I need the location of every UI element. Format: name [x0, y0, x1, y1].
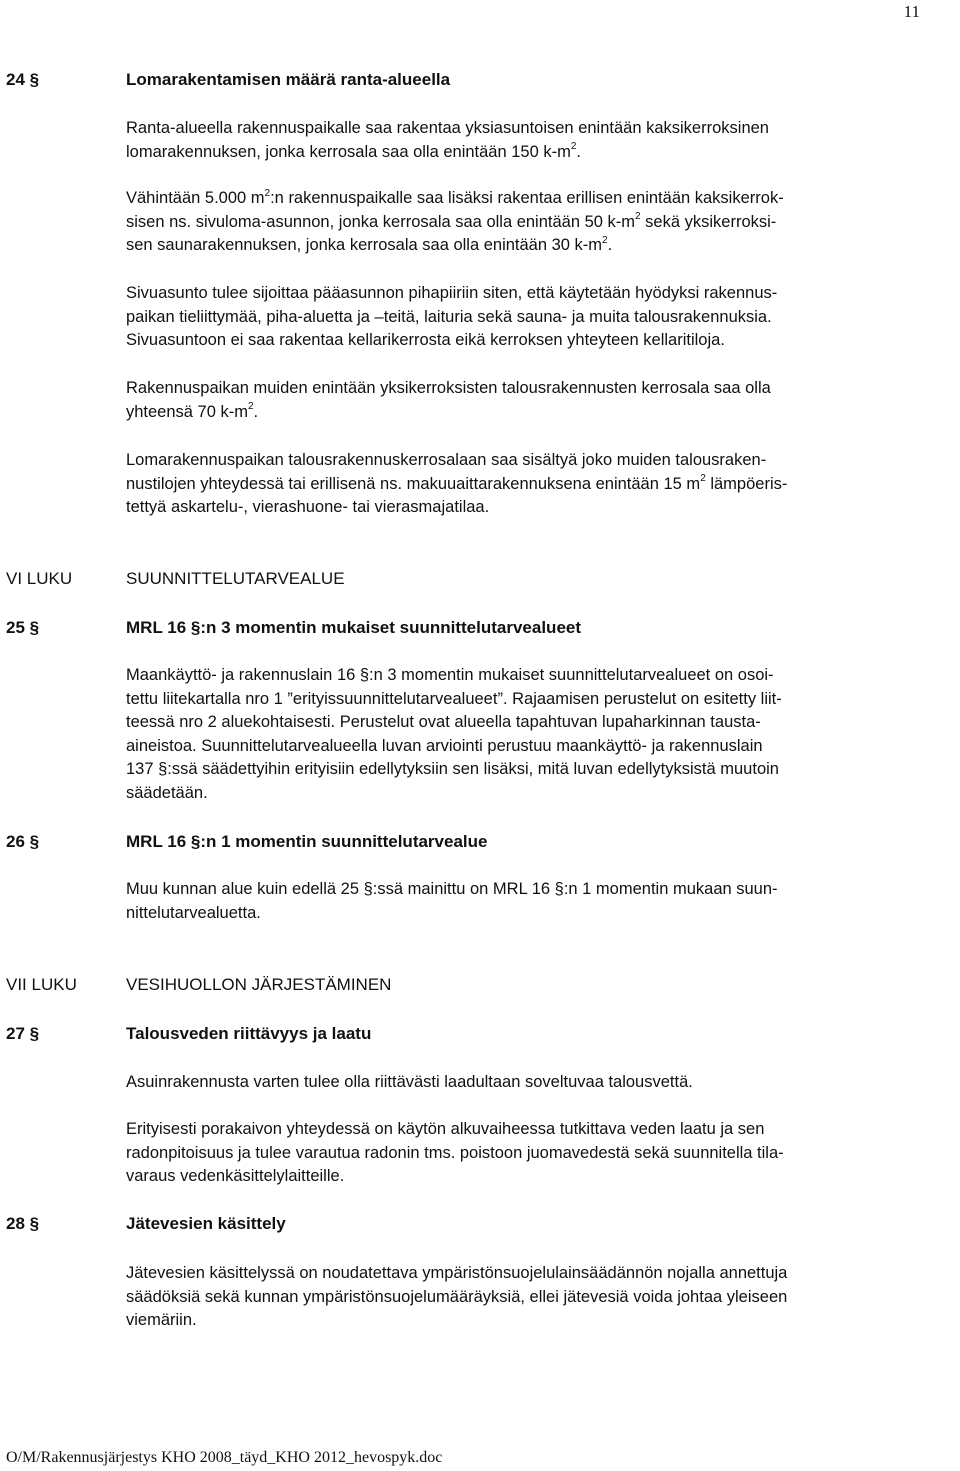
- text-line: viemäriin.: [126, 1311, 197, 1330]
- text-line: säädetään.: [126, 783, 208, 802]
- section-25-paragraph-1: [126, 664, 960, 806]
- section-26-title: MRL 16 §:n 1 momentin suunnittelutarvealue: [126, 832, 488, 851]
- text-line: sekä yksikerroksi-: [640, 212, 777, 231]
- section-28-title: Jätevesien käsittely: [126, 1214, 286, 1233]
- chapter-6-title: SUUNNITTELUTARVEALUE: [126, 569, 345, 588]
- text-line: varaus vedenkäsittelylaitteille.: [126, 1167, 345, 1186]
- superscript: 2: [700, 473, 706, 485]
- superscript: 2: [264, 187, 271, 199]
- section-27-paragraph-2: [126, 1118, 960, 1189]
- section-26-number: 26 §: [6, 832, 40, 851]
- text-line: Asuinrakennusta varten tulee olla riittävästi laadultaan soveltuvaa talousvettä.: [126, 1073, 693, 1091]
- text-line: aineistoa. Suunnittelutarvealueella luvan arviointi perustuu maankäyttö- ja rakennuslain: [126, 736, 763, 755]
- text-line: Ranta-alueella rakennuspaikalle saa rakentaa yksiasuntoisen enintään kaksikerroksinen: [126, 119, 769, 137]
- superscript: 2: [570, 141, 577, 153]
- section-24-paragraph-5: [126, 449, 960, 520]
- text-line: Lomarakennuspaikan talousrakennuskerrosalaan saa sisältyä joko muiden talousraken-: [126, 451, 767, 469]
- section-24-paragraph-3: [126, 282, 960, 353]
- text-line: lomarakennuksen, jonka kerrosala saa olla enintään 150 k-m: [126, 142, 571, 161]
- section-24-paragraph-1: [126, 117, 960, 164]
- text-line: .: [607, 236, 613, 255]
- section-28-paragraph-1: [126, 1262, 960, 1333]
- section-24-title: Lomarakentamisen määrä ranta-alueella: [126, 70, 451, 89]
- section-27-title: Talousveden riittävyys ja laatu: [126, 1024, 372, 1043]
- text-line: teessä nro 2 aluekohtaisesti. Perustelut ovat alueella tapahtuvan lupaharkinnan tausta-: [126, 713, 761, 732]
- text-line: yhteensä 70 k-m: [126, 402, 248, 421]
- section-24-paragraph-2: [126, 187, 960, 258]
- chapter-6-number: VI LUKU: [6, 569, 73, 588]
- section-24-paragraph-4: [126, 377, 960, 424]
- superscript: 2: [602, 234, 608, 246]
- text-line: sen saunarakennuksen, jonka kerrosala saa olla enintään 30 k-m: [126, 236, 603, 255]
- text-line: tettu liitekartalla nro 1 ”erityissuunnittelutarvealueet”. Rajaamisen perustelut on esitetty liit-: [126, 689, 782, 708]
- section-26-paragraph-1: [126, 878, 960, 925]
- text-line: tettyä askartelu-, vierashuone- tai vierasmajatilaa.: [126, 498, 490, 517]
- superscript: 2: [635, 211, 641, 223]
- text-line: :n rakennuspaikalle saa lisäksi rakentaa erillisen enintään kaksikerrok-: [270, 189, 784, 207]
- section-24-number: 24 §: [6, 70, 40, 89]
- text-line: lämpöeris-: [705, 474, 788, 493]
- text-line: nustilojen yhteydessä tai erillisenä ns. makuuaittarakennuksena enintään 15 m: [126, 474, 701, 493]
- text-line: Erityisesti porakaivon yhteydessä on käytön alkuvaiheessa tutkittava veden laatu ja sen: [126, 1120, 765, 1138]
- section-25-number: 25 §: [6, 618, 40, 637]
- text-line: Muu kunnan alue kuin edellä 25 §:ssä mainittu on MRL 16 §:n 1 momentin mukaan suun-: [126, 880, 778, 898]
- chapter-7-number: VII LUKU: [6, 975, 77, 994]
- section-27-paragraph-1: [126, 1071, 960, 1095]
- section-28-number: 28 §: [6, 1214, 40, 1233]
- text-line: Sivuasuntoon ei saa rakentaa kellarikerrosta eikä kerroksen yhteyteen kellaritiloja.: [126, 331, 725, 350]
- section-27-number: 27 §: [6, 1024, 40, 1043]
- text-line: Vähintään 5.000 m: [126, 189, 265, 207]
- text-line: nittelutarvealuetta.: [126, 903, 261, 922]
- text-line: Jätevesien käsittelyssä on noudatettava ympäristönsuojelulainsäädännön nojalla annettuja: [126, 1264, 788, 1282]
- superscript: 2: [247, 401, 254, 413]
- chapter-7-title: VESIHUOLLON JÄRJESTÄMINEN: [126, 975, 392, 994]
- text-line: .: [576, 142, 581, 161]
- text-line: sisen ns. sivuloma-asunnon, jonka kerrosala saa olla enintään 50 k-m: [126, 212, 636, 231]
- text-line: Rakennuspaikan muiden enintään yksikerroksisten talousrakennusten kerrosala saa olla: [126, 379, 771, 397]
- text-line: .: [253, 402, 259, 421]
- text-line: säädöksiä sekä kunnan ympäristönsuojelumääräyksiä, ellei jätevesiä voida johtaa yleiseen: [126, 1287, 788, 1306]
- text-line: Maankäyttö- ja rakennuslain 16 §:n 3 momentin mukaiset suunnittelutarvealueet on osoi-: [126, 666, 774, 684]
- text-line: paikan tieliittymää, piha-aluetta ja –teitä, laituria sekä sauna- ja muita talousrakennuksia.: [126, 307, 772, 326]
- document-footer: O/M/Rakennusjärjestys KHO 2008_täyd_KHO 2012_hevospyk.doc: [6, 1449, 443, 1466]
- text-line: Sivuasunto tulee sijoittaa pääasunnon pihapiiriin siten, että käytetään hyödyksi rakennus-: [126, 284, 778, 302]
- page-number: 11: [903, 2, 920, 21]
- text-line: 137 §:ssä säädettyihin erityisiin edellytyksiin sen lisäksi, mitä luvan edellytyksistä muutoin: [126, 760, 779, 779]
- section-25-title: MRL 16 §:n 3 momentin mukaiset suunnittelutarvealueet: [126, 618, 582, 637]
- text-line: radonpitoisuus ja tulee varautua radonin tms. poistoon juomavedestä sekä suunnitella tila-: [126, 1143, 784, 1162]
